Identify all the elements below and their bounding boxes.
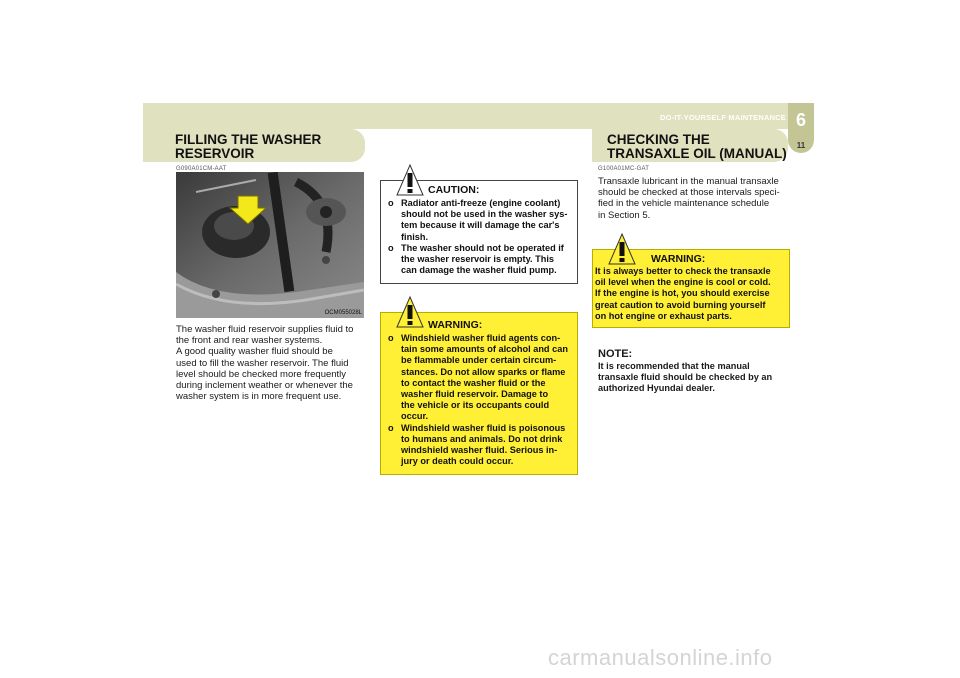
warning-line: Windshield washer fluid agents con- — [401, 333, 561, 343]
warning-line: It is always better to check the transaxle — [595, 266, 771, 276]
warning-icon — [395, 295, 425, 329]
warning-line: jury or death could occur. — [401, 456, 514, 467]
warning-line: be flammable under certain circum- — [401, 355, 557, 366]
caution-line: tem because it will damage the car's — [401, 220, 560, 231]
page-number: 11 — [796, 141, 806, 150]
engine-bay-illustration — [176, 172, 364, 318]
caution-line: The washer should not be operated if — [401, 242, 564, 253]
warning-line: stances. Do not allow sparks or flame — [401, 366, 566, 377]
transaxle-warning-title: WARNING: — [651, 253, 706, 265]
transaxle-body-line: fied in the vehicle maintenance schedule — [598, 198, 770, 210]
caution-item — [388, 198, 574, 243]
caution-title: CAUTION: — [428, 184, 480, 196]
transaxle-body-line: should be checked at those intervals speci- — [598, 187, 780, 199]
transaxle-title-line2: TRANSAXLE OIL (MANUAL) — [607, 146, 787, 161]
transaxle-body-line: in Section 5. — [598, 209, 651, 221]
washer-body-line: the front and rear washer systems. — [176, 335, 323, 347]
washer-body-line: level should be checked more frequently — [176, 368, 347, 380]
washer-reservoir-photo — [176, 172, 364, 318]
transaxle-warning-box — [592, 249, 790, 328]
warning-line: great caution to avoid burning yourself — [595, 299, 766, 310]
warning-item — [388, 423, 574, 468]
warning-line: occur. — [401, 411, 429, 422]
caution-line: the washer reservoir is empty. This — [401, 254, 555, 265]
note-line: transaxle fluid should be checked by an — [598, 372, 773, 383]
transaxle-body-line: Transaxle lubricant in the manual transaxle — [598, 176, 779, 187]
washer-body-line: during inclement weather or whenever the — [176, 380, 353, 392]
transaxle-body-text — [598, 176, 786, 221]
washer-warning-title: WARNING: — [428, 319, 483, 331]
warning-line: the vehicle or its occupants could — [401, 400, 550, 411]
warning-item — [388, 333, 574, 423]
bullet: o — [388, 333, 394, 343]
caution-icon — [395, 163, 425, 197]
caution-line: finish. — [401, 231, 429, 242]
washer-title-line1: FILLING THE WASHER — [175, 132, 322, 147]
washer-warning-list — [388, 333, 574, 467]
warning-line: Windshield washer fluid is poisonous — [401, 422, 566, 433]
note-title: NOTE: — [598, 348, 633, 360]
transaxle-title-line1: CHECKING THE — [607, 132, 710, 147]
caution-line: should not be used in the washer sys- — [401, 209, 568, 220]
note-line: authorized Hyundai dealer. — [598, 383, 715, 394]
caution-box — [380, 180, 578, 284]
warning-line: If the engine is hot, you should exercise — [595, 288, 770, 299]
warning-line: oil level when the engine is cool or cold. — [595, 277, 771, 288]
note-line: It is recommended that the manual — [598, 361, 750, 371]
caution-item — [388, 243, 574, 277]
washer-section-code: G090A01CM-AAT — [176, 166, 227, 172]
transaxle-warning-text — [595, 266, 787, 322]
transaxle-section-code: G100A01MC-GAT — [598, 166, 650, 172]
note-text — [598, 361, 784, 395]
washer-section-title — [143, 129, 365, 162]
washer-warning-box — [380, 312, 578, 475]
photo-caption: OCM055028L — [324, 310, 362, 316]
washer-body-line: used to fill the washer reservoir. The fluid — [176, 357, 349, 369]
washer-body-line: The washer fluid reservoir supplies fluid to — [176, 324, 354, 335]
warning-line: windshield washer fluid. Serious in- — [401, 445, 558, 456]
bullet: o — [388, 422, 394, 433]
section-label: DO-IT-YOURSELF MAINTENANCE — [659, 113, 786, 122]
warning-line: on hot engine or exhaust parts. — [595, 310, 732, 321]
caution-line: can damage the washer fluid pump. — [401, 265, 557, 276]
chapter-number: 6 — [795, 110, 806, 130]
warning-icon — [607, 232, 637, 266]
washer-body-text — [176, 324, 364, 402]
bullet: o — [388, 198, 394, 208]
bullet: o — [388, 242, 394, 253]
caution-line: Radiator anti-freeze (engine coolant) — [401, 198, 561, 208]
washer-body-line: A good quality washer fluid should be — [176, 346, 333, 358]
warning-line: washer fluid reservoir. Damage to — [401, 389, 549, 400]
warning-line: to humans and animals. Do not drink — [401, 433, 563, 444]
caution-list — [388, 198, 574, 276]
watermark: carmanualsonline.info — [548, 645, 773, 670]
washer-body-line: washer system is in more frequent use. — [176, 391, 342, 403]
washer-title-line2: RESERVOIR — [175, 146, 255, 161]
warning-line: to contact the washer fluid or the — [401, 377, 546, 388]
warning-line: tain some amounts of alcohol and can — [401, 344, 568, 355]
transaxle-section-title — [592, 129, 788, 162]
